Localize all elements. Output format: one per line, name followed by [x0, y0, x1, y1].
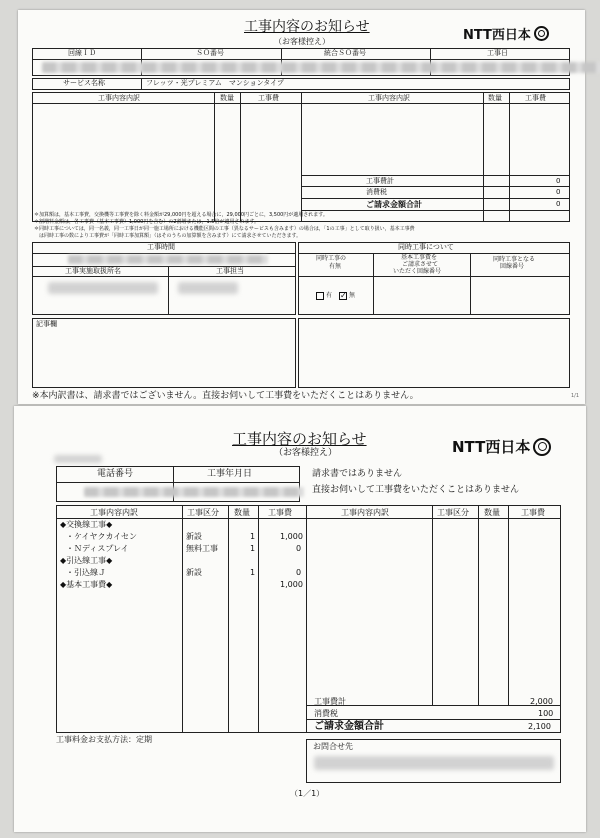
notice-not-invoice: 請求書ではありません — [312, 469, 403, 479]
item-desc: ・ケイヤクカイセン — [66, 532, 137, 541]
col-qty-right: 数量 — [484, 508, 500, 517]
note-3: ＊同時工事については，同一名義，同一工事日が同一施工場所における機能区間の工事（異なるサービスも含みます）の場合は，「1の工事」として取り扱い，基本工事費 — [34, 226, 415, 232]
col-fee-right: 工事費 — [525, 94, 546, 102]
service-value: フレッツ・光プレミアム マンションタイプ — [146, 79, 284, 87]
col-qty-left: 数量 — [220, 94, 234, 102]
redacted-contact — [314, 756, 554, 770]
header-phone: 電話番号 — [97, 469, 134, 479]
contact-label: お問合せ先 — [313, 742, 353, 751]
checkbox-no[interactable]: ✓ — [340, 291, 347, 300]
simul-target-1: 同時工事となる — [493, 256, 536, 263]
item-fee: 0 — [296, 568, 302, 577]
header-so-number: ＳＯ番号 — [196, 49, 224, 57]
simul-title: 同時工事について — [398, 243, 454, 251]
bottom-subtitle: （お客様控え） — [274, 448, 338, 458]
top-logo-text: NTT西日本 — [463, 28, 531, 43]
top-sum-tax-value: 0 — [556, 188, 561, 196]
col-fee-left: 工事費 — [258, 94, 279, 102]
bottom-sum-total-value: 2,100 — [528, 722, 551, 731]
checkbox-yes[interactable] — [316, 292, 324, 300]
top-footer-note: ※本内訳書は、請求書ではございません。直接お伺いして工事費をいただくことはありません。 — [32, 391, 419, 401]
top-sum-tax-label: 消費税 — [366, 188, 387, 196]
col-desc-left: 工事内容内訳 — [98, 94, 140, 102]
note-4: は同時工事の数により工事費が「同時工事加算額」（はそのうちの加算額を含みます）にて請求させていただきます。 — [34, 233, 302, 239]
bottom-title: 工事内容のお知らせ — [232, 430, 367, 448]
service-label: サービス名称 — [63, 79, 105, 87]
col-qty-right: 数量 — [488, 94, 502, 102]
simul-basic-3: いただく回線番号 — [393, 268, 442, 275]
top-subtitle: （お客様控え） — [274, 37, 330, 46]
ntt-logo-icon — [533, 438, 551, 456]
item-desc: ◆基本工事費◆ — [60, 580, 113, 589]
ntt-logo-icon — [534, 26, 549, 41]
notice-no-collection: 直接お伺いして工事費をいただくことはありません — [312, 485, 520, 495]
bottom-logo — [452, 436, 551, 457]
col-desc-right: 工事内容内訳 — [368, 94, 410, 102]
item-desc: ・引込線Ｊ — [66, 568, 106, 577]
item-qty: 1 — [250, 544, 256, 553]
col-qty-left: 数量 — [234, 508, 250, 517]
bottom-sum-fee-label: 工事費計 — [314, 697, 346, 706]
header-integrated-so: 統合ＳＯ番号 — [324, 49, 366, 57]
top-sum-total-label: ご請求金額合計 — [366, 200, 422, 209]
top-sum-fee-value: 0 — [556, 177, 561, 185]
simul-basic-1: 基本工事費を — [401, 254, 438, 261]
item-qty: 1 — [250, 532, 256, 541]
col-fee-right: 工事費 — [521, 508, 545, 517]
item-cat: 新設 — [186, 532, 202, 541]
item-desc: ・Ｎディスプレイ — [66, 544, 129, 553]
col-desc-left: 工事内容内訳 — [90, 508, 138, 517]
top-sum-total-value: 0 — [556, 200, 561, 208]
top-title: 工事内容のお知らせ — [244, 19, 370, 35]
redacted-ids — [42, 62, 600, 73]
checkbox-yes-label: 有 — [326, 292, 333, 299]
simul-target-2: 回線番号 — [500, 263, 525, 270]
item-cat: 新設 — [186, 568, 202, 577]
redacted-top-left — [54, 455, 102, 463]
page-number: （1／1） — [290, 789, 325, 798]
remarks-box-left — [32, 318, 296, 388]
service-row — [32, 78, 570, 90]
simul-basic-2: ご請求させて — [402, 261, 439, 268]
simul-presence-2: 有無 — [329, 263, 342, 270]
bottom-sum-tax-label: 消費税 — [314, 709, 338, 718]
simul-presence-1: 同時工事の — [316, 255, 347, 262]
redacted-office — [48, 282, 158, 294]
work-time-label: 工事時間 — [147, 243, 175, 251]
item-fee: 0 — [296, 544, 302, 553]
col-cat-right: 工事区分 — [437, 508, 469, 517]
col-fee-left: 工事費 — [268, 508, 292, 517]
top-sum-fee-label: 工事費計 — [366, 177, 394, 185]
checkbox-no-label: 無 — [349, 292, 356, 299]
bottom-sum-total-label: ご請求金額合計 — [314, 721, 384, 732]
bottom-sum-tax-value: 100 — [538, 709, 554, 718]
bottom-sum-fee-value: 2,000 — [530, 697, 553, 706]
col-desc-right: 工事内容内訳 — [341, 508, 389, 517]
top-page-mark: 1/1 — [571, 393, 580, 399]
remarks-box-right — [298, 318, 570, 388]
header-work-date: 工事年月日 — [207, 469, 253, 479]
item-desc: ◆交換線工事◆ — [60, 520, 113, 529]
bottom-sheet — [14, 406, 586, 832]
redacted-staff — [178, 282, 238, 294]
item-desc: ◆引込線工事◆ — [60, 556, 113, 565]
work-staff-label: 工事担当 — [216, 267, 244, 275]
top-logo — [463, 24, 549, 43]
redacted-work-time — [68, 255, 268, 264]
item-cat: 無料工事 — [186, 544, 218, 553]
item-fee: 1,000 — [280, 580, 303, 589]
note-1: ＊加算額は，基本工事費，交換機等工事費を除く料金額が29,000円を超える場合に，29,000円ごとに，3,500円が適用されます。 — [34, 212, 328, 218]
item-fee: 1,000 — [280, 532, 303, 541]
top-sheet — [18, 10, 585, 404]
header-work-date: 工事日 — [487, 49, 508, 57]
remarks-label: 記事欄 — [36, 320, 57, 328]
payment-method: 工事料金お支払方法：定期 — [56, 735, 152, 744]
redacted-phone — [84, 487, 304, 497]
item-qty: 1 — [250, 568, 256, 577]
work-office-label: 工事実施取扱所名 — [65, 267, 121, 275]
bottom-logo-text: NTT西日本 — [452, 438, 531, 456]
note-2: ＊割増料金額は，各工事費（基本工事費）1,000円を含む）の2割増または，1.5倍が適用されます。 — [34, 219, 260, 225]
col-cat-left: 工事区分 — [187, 508, 219, 517]
header-line-id: 回線ＩＤ — [68, 49, 96, 57]
